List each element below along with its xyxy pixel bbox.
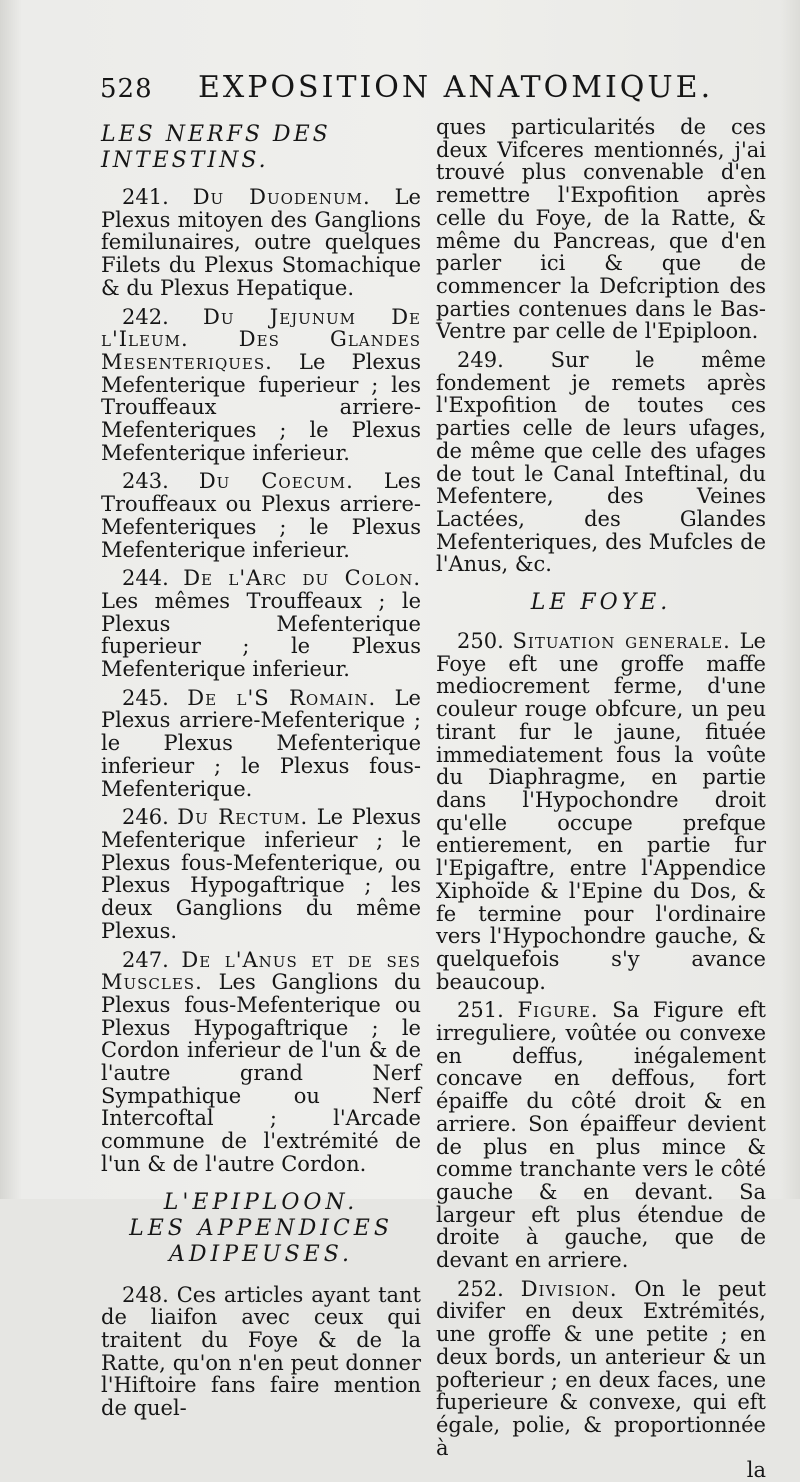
article-number: 243. bbox=[122, 469, 169, 494]
article-249 bbox=[436, 349, 766, 576]
article-text: Le Plexus Mefenterique inferieur ; le Plexus fous-Mefenterique, ou Plexus Hypogaftrique ; les deux Ganglions du même Plexus. bbox=[101, 805, 421, 943]
heading-epiploon: L'EPIPLOON. bbox=[163, 1189, 359, 1215]
article-246 bbox=[101, 806, 421, 942]
article-number: 248. bbox=[122, 1282, 169, 1307]
article-text: Les Ganglions du Plexus fous-Mefenterique ou Plexus Hypogaftrique ; le Cordon inferieur de l'un & de l'autre grand Nerf Sympathique ou Nerf Intercoftal ; l'Arcade commune de l'extrémité de l'un & de l'autre Cordon. bbox=[101, 970, 421, 1176]
article-heading: De l'Arc du Colon. bbox=[183, 566, 421, 591]
article-248 bbox=[101, 1284, 421, 1420]
article-number: 241. bbox=[122, 185, 169, 209]
article-text: Sa Figure eft irreguliere, voûtée ou convexe en deffus, inégalement concave en deffous, fort épaiffe du côté droit & en arriere. Son épaiffeur devient de plus en plus mince & comme tranchante vers le côté gauche & en devant. Sa largeur eft plus étendue de droite à gauche, que de devant en arriere. bbox=[436, 998, 766, 1273]
article-heading: Situation generale. bbox=[512, 629, 731, 654]
article-heading: De l'Anus et de ses Muscles. bbox=[101, 947, 421, 995]
article-250 bbox=[436, 630, 766, 993]
article-number: 251. bbox=[457, 998, 504, 1023]
left-column bbox=[101, 116, 421, 1420]
article-heading: Du Jejunum De l'Ileum. Des Glandes Mesenteriques. bbox=[101, 304, 421, 374]
article-text: Le Plexus arriere-Mefenterique ; le Plexus Mefenterique inferieur ; le Plexus fous-Mefenterique. bbox=[101, 685, 421, 801]
article-252 bbox=[436, 1278, 766, 1460]
article-text: Sur le même fondement je remets après l'Expofition de toutes ces parties celle de leurs ufages, de même que celle des ufages de tout le Canal Inteftinal, du Mefentere, des Veines Lactées, des Glandes Mefenteriques, des Mufcles de l'Anus, &c. bbox=[436, 348, 766, 577]
article-number: 245. bbox=[122, 685, 169, 710]
article-text: On le peut divifer en deux Extrémités, une groffe & une petite ; en deux bords, un anterieur & un pofterieur ; en deux faces, une fuperieure & convexe, qui eft égale, polie, & proportionnée à bbox=[436, 1276, 766, 1460]
article-245 bbox=[101, 687, 421, 801]
article-number: 246. bbox=[122, 805, 169, 830]
article-number: 252. bbox=[457, 1276, 504, 1301]
heading-foye: LE FOYE. bbox=[530, 590, 672, 616]
article-text: Ces articles ayant tant de liaifon avec ceux qui traitent du Foye & de la Ratte, qu'on n'en peut donner l'Hiftoire fans faire mention de quel- bbox=[101, 1282, 421, 1421]
article-248-continued: ques particularités de ces deux Vifceres mentionnés, j'ai trouvé plus convenable d'en remettre l'Expofition après celle du Foye, de la Ratte, & même du Pancreas, que d'en parler ici & que de commencer la Defcription des parties contenues dans le Bas-Ventre par celle de l'Epiploon. bbox=[436, 115, 766, 344]
article-heading: Figure. bbox=[517, 998, 599, 1023]
article-heading: Division. bbox=[520, 1276, 618, 1301]
heading-appendices-line2: ADIPEUSES. bbox=[168, 1241, 354, 1267]
article-number: 249. bbox=[457, 348, 504, 373]
header-title: EXPOSITION ANATOMIQUE. bbox=[198, 70, 714, 105]
article-heading: Du Rectum. bbox=[177, 805, 309, 830]
catchword: la bbox=[746, 1458, 766, 1482]
article-number: 244. bbox=[122, 566, 169, 591]
running-head bbox=[100, 70, 780, 110]
article-text: Le Plexus Mefenterique fuperieur ; les Trouffeaux arriere-Mefenteriques ; le Plexus Mefenterique inferieur. bbox=[101, 349, 421, 465]
article-number: 242. bbox=[122, 304, 169, 329]
article-text: Les Trouffeaux ou Plexus arriere-Mefenteriques ; le Plexus Mefenterique inferieur. bbox=[101, 469, 422, 562]
article-text: Le Foye eft une groffe maffe mediocrement ferme, d'une couleur rouge obfcure, un peu tirant fur le jaune, fituée immediatement fous la voûte du Diaphragme, en partie dans l'Hypochondre droit qu'elle occupe prefque entierement, en partie fur l'Epigaftre, entre l'Appendice Xiphoïde & l'Epine du Dos, & fe termine pour l'ordinaire vers l'Hypochondre gauche, & quelquefois s'y avance beaucoup. bbox=[436, 629, 766, 994]
article-number: 247. bbox=[122, 947, 169, 972]
article-251 bbox=[436, 999, 766, 1271]
article-heading: Du Duodenum. bbox=[192, 185, 371, 209]
article-247 bbox=[101, 949, 421, 1176]
page-number: 528 bbox=[100, 74, 153, 104]
heading-appendices-line1: LES APPENDICES bbox=[129, 1215, 393, 1241]
section-title-nerfs: LES NERFS DES INTESTINS. bbox=[101, 122, 331, 173]
article-text: Les mêmes Trouffeaux ; le Plexus Mefenterique fuperieur ; le Plexus Mefenterique inferieur. bbox=[101, 588, 421, 682]
article-number: 250. bbox=[457, 629, 504, 654]
article-243 bbox=[101, 470, 421, 561]
article-text: Le Plexus mitoyen des Ganglions femilunaires, outre quelques Filets du Plexus Stomachique & du Plexus Hepatique. bbox=[101, 185, 421, 300]
article-242 bbox=[101, 306, 421, 465]
article-heading: Du Coecum. bbox=[198, 469, 354, 494]
right-column bbox=[436, 116, 766, 1482]
article-244 bbox=[101, 567, 421, 681]
article-241 bbox=[101, 186, 421, 300]
article-heading: De l'S Romain. bbox=[187, 685, 377, 710]
